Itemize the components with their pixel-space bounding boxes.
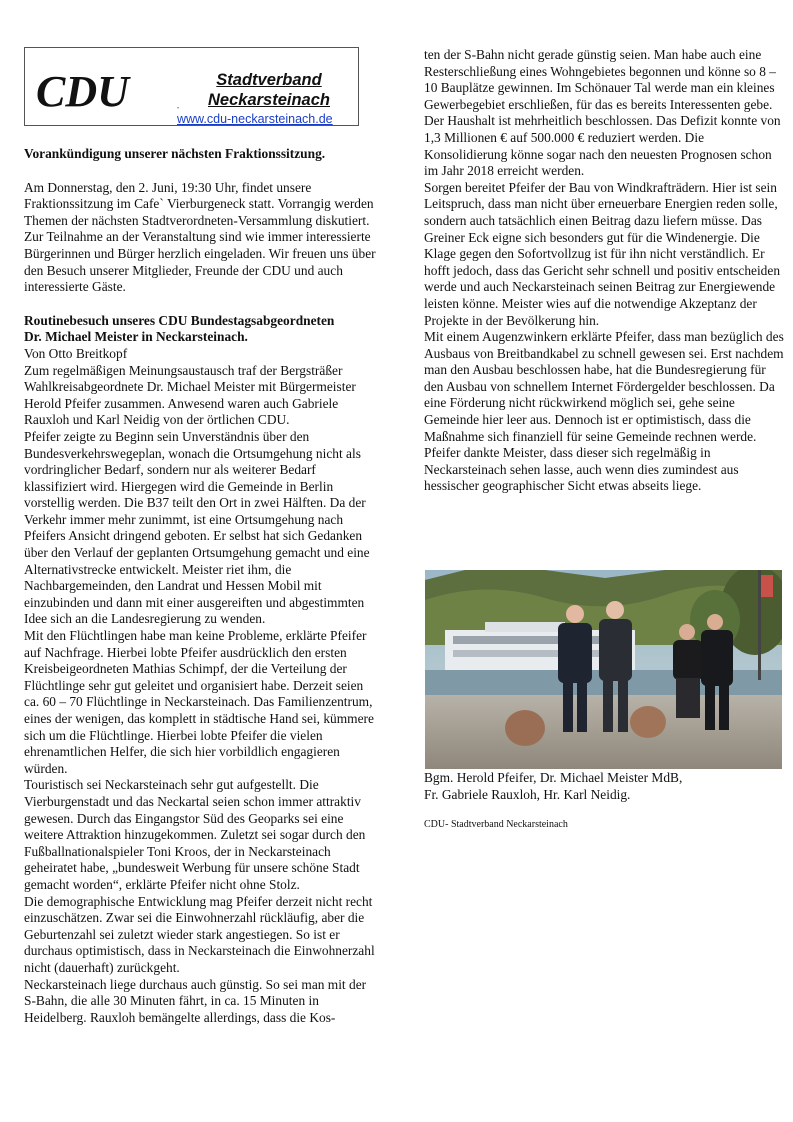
article-paragraph: ten der S-Bahn nicht gerade günstig seien. Man habe auch eine Resterschließung eines Wohngebietes begonnen und könne so 8 – 10 Bauplätze gewinnen. Im Schönauer Tal werde man ein kleines Gewerbegebiet erschließen, für das es bereits Interessenten gebe. bbox=[424, 47, 776, 112]
caption-line2: Fr. Gabriele Rauxloh, Hr. Karl Neidig. bbox=[424, 786, 631, 802]
group-photo bbox=[425, 570, 782, 769]
section1-paragraph: Am Donnerstag, den 2. Juni, 19:30 Uhr, findet unsere Fraktionssitzung im Cafe` Vierburgeneck statt. Vorrangig werden Themen der nächsten Stadtverordneten-Versammlung diskutiert. bbox=[24, 179, 374, 228]
logo-dot: • bbox=[177, 106, 180, 112]
photo-caption bbox=[424, 770, 784, 803]
cdu-logo: CDU bbox=[36, 67, 129, 116]
article-paragraph: Neckarsteinach liege durchaus auch günstig. So sei man mit der S-Bahn, die alle 30 Minuten fährt, in ca. 15 Minuten in Heidelberg. Rauxloh bemängelte allerdings, dass die Kos- bbox=[24, 976, 367, 1025]
article-paragraph: Die demographische Entwicklung mag Pfeifer derzeit nicht recht einzuschätzen. Zwar sei die Einwohnerzahl rückläufig, aber die Geburtenzahl sei zuletzt wieder stark angestiegen. So ist er durchaus optimistisch, dass in Neckarsteinach die Einwohnerzahl nicht (dauerhaft) zurückgeht. bbox=[24, 893, 375, 975]
section2-heading-line2: Dr. Michael Meister in Neckarsteinach. bbox=[24, 329, 248, 345]
right-column bbox=[424, 47, 784, 495]
section1-paragraph: Zur Teilnahme an der Veranstaltung sind wie immer interessierte Bürgerinnen und Bürger herzlich eingeladen. Wir freuen uns über den Besuch unserer Mitglieder, Freunde der CDU und auch interessierte Gäste. bbox=[24, 229, 376, 295]
left-column bbox=[24, 146, 380, 1026]
photo-credit: CDU- Stadtverband Neckarsteinach bbox=[424, 819, 568, 830]
article-paragraph: Touristisch sei Neckarsteinach sehr gut aufgestellt. Die Vierburgenstadt und das Neckartal seien schon immer attraktiv gewesen. Durch das Eingangstor Süd des Geoparks sei eine weitere Attraktion hinzugekommen. Zuletzt sei sogar durch den Fußballnationalspieler Toni Kroos, der in Neckarsteinach geheiratet habe, „bundesweit Werbung für unsere schöne Stadt gemacht worden“, erklärte Pfeifer nicht ohne Stolz. bbox=[24, 777, 366, 892]
article-paragraph: Mit einem Augenzwinkern erklärte Pfeifer, dass man bezüglich des Ausbaus von Breitbandkabel zu schnell gewesen sei. Erst nachdem man den Ausbau beschlossen habe, hat die Bundesregierung für den Ausbau von schnellem Internet Fördergelder beschlossen. Da eine Förderung nicht rückwirkend möglich sei, gehe seine Gemeinde hier leer aus. Dennoch ist er optimistisch, dass die Maßnahme sich finanziell für seine Gemeinde rechnen werde. bbox=[424, 329, 784, 444]
photo-image bbox=[425, 570, 782, 769]
article-author: Von Otto Breitkopf bbox=[24, 345, 128, 361]
article-paragraph: Zum regelmäßigen Meinungsaustausch traf der Bergsträßer Wahlkreisabgeordnete Dr. Michael Meister mit Bürgermeister Herold Pfeifer zusammen. Anwesend waren auch Gabriele Rauxloh und Karl Neidig von der örtlichen CDU. bbox=[24, 362, 356, 428]
article-paragraph: Sorgen bereitet Pfeifer der Bau von Windkrafträdern. Hier ist sein Leitspruch, dass man nicht über erneuerbare Energien reden solle, sondern auch tatsächlich einen Beitrag dazu liefern müsse. Das Greiner Eck eigne sich besonders gut für die Windenergie. Die Klage gegen den Sofortvollzug ist für ihn nicht verständlich. Er hofft jedoch, dass das Gericht sehr schnell und positiv entscheiden werde und auch Neckarsteinach seinen Beitrag zur Energiewende leisten könne. Meister wies auf die notwendige Akzeptanz der Projekte in der Bevölkerung hin. bbox=[424, 179, 781, 328]
logo-title-line1: Stadtverband bbox=[216, 71, 322, 89]
article-paragraph: Pfeifer dankte Meister, dass dieser sich regelmäßig in Neckarsteinach sehen lasse, auch wenn dies zumindest aus hessischer geographischer Sicht etwas abseits liege. bbox=[424, 445, 739, 494]
logo-title bbox=[189, 70, 349, 110]
article-paragraph: Mit den Flüchtlingen habe man keine Probleme, erklärte Pfeifer auf Nachfrage. Hierbei lobte Pfeifer ausdrücklich den ersten Kreisbeigeordneten Mathias Schimpf, der die Verteilung der Flüchtlinge sehr gut geleitet und organisiert habe. Derzeit seien ca. 60 – 70 Flüchtlinge in Neckarsteinach. Das Familienzentrum, eines der wenigen, das komplett in städtische Hand sei, kümmere sich um die Flüchtlinge. Hierbei lobte Pfeifer die vielen ehrenamtlichen Helfer, die sich hier vorbildlich engagieren würden. bbox=[24, 628, 374, 776]
section1-heading: Vorankündigung unserer nächsten Fraktionssitzung. bbox=[24, 146, 326, 161]
logo-box bbox=[24, 47, 359, 126]
article-paragraph: Pfeifer zeigte zu Beginn sein Unverständnis über den Bundesverkehrswegeplan, wonach die Ortsumgehung nicht als vordringlicher Bedarf, sondern nur als weiterer Bedarf klassifiziert wird. Hiergegen wird die Gemeinde in Berlin vorstellig werden. Die B37 teilt den Ort in zwei Hälften. Da der Verkehr immer mehr zunimmt, ist eine Ortsumgehung nach Pfeifers Ansicht dringend geboten. Er selbst hat sich Gedanken über den Verlauf der geplanten Ortsumgehung gemacht und eine Alternativstrecke entwickelt. Meister riet ihm, die Nachbargemeinden, den Landrat und Hessen Mobil mit einzubinden und dann mit einer ausgereiften und abgestimmten Idee sich an die Landesregierung zu wenden. bbox=[24, 428, 370, 627]
logo-title-line2: Neckarsteinach bbox=[208, 91, 330, 109]
website-link[interactable]: www.cdu-neckarsteinach.de bbox=[177, 112, 333, 126]
article-paragraph: Der Haushalt ist mehrheitlich beschlossen. Das Defizit konnte von 1,3 Millionen € auf 500.000 € reduziert werden. Die Konsolidierung könne sogar nach den neuesten Prognosen schon im Jahr 2018 erreicht werden. bbox=[424, 113, 781, 179]
section2-heading-line1: Routinebesuch unseres CDU Bundestagsabgeordneten bbox=[24, 312, 335, 328]
caption-line1: Bgm. Herold Pfeifer, Dr. Michael Meister MdB, bbox=[424, 770, 683, 785]
